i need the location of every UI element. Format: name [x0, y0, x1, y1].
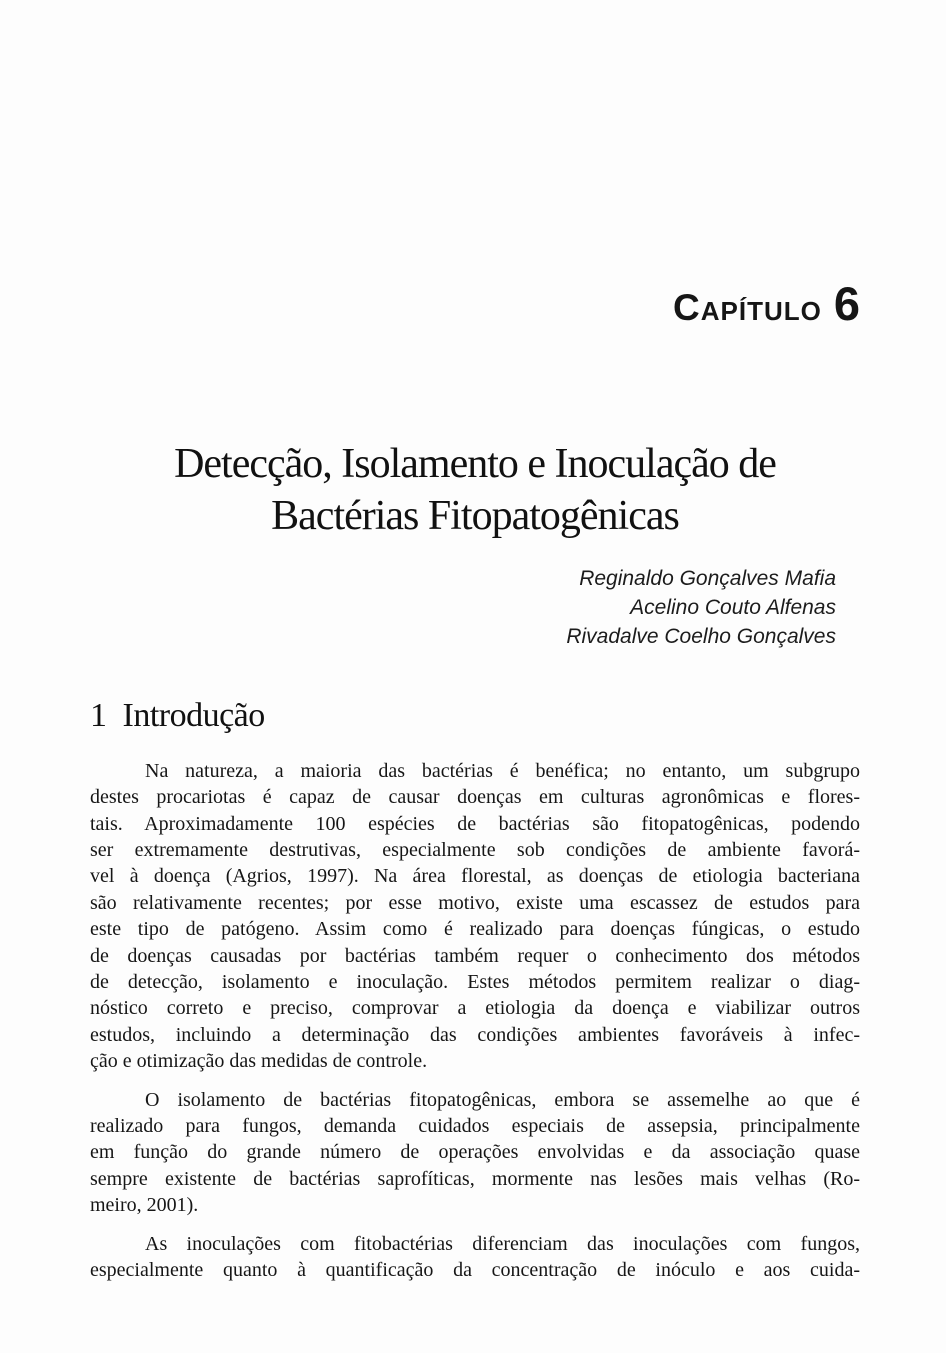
text-line: este tipo de patógeno. Assim como é realizado para doenças fúngicas, o estudo	[90, 918, 860, 941]
text-line: de doenças causadas por bactérias também requer o conhecimento dos métodos	[90, 944, 860, 967]
text-line: realizado para fungos, demanda cuidados especiais de assepsia, principalmente	[90, 1114, 860, 1137]
body-text	[90, 758, 860, 1284]
author-name: Rivadalve Coelho Gonçalves	[566, 624, 836, 648]
text-line: ção e otimização das medidas de controle.	[90, 1050, 428, 1073]
text-line: estudos, incluindo a determinação das condições ambientes favoráveis à infec-	[90, 1023, 860, 1046]
text-line: destes procariotas é capaz de causar doenças em culturas agronômicas e flores-	[90, 786, 860, 809]
chapter-number: 6	[833, 277, 860, 330]
author-name: Reginaldo Gonçalves Mafia	[579, 566, 836, 590]
text-line: vel à doença (Agrios, 1997). Na área florestal, as doenças de etiologia bacteriana	[90, 865, 860, 888]
text-line: tais. Aproximadamente 100 espécies de bactérias são fitopatogênicas, podendo	[90, 812, 860, 835]
chapter-label: Capítulo	[673, 287, 822, 328]
section-title: Introdução	[122, 696, 265, 734]
text-line: ser extremamente destrutivas, especialmente sob condições de ambiente favorá-	[90, 838, 860, 861]
chapter-title-line1: Detecção, Isolamento e Inoculação de	[174, 440, 776, 487]
body-paragraph	[90, 1087, 860, 1219]
text-line: O isolamento de bactérias fitopatogênicas, embora se assemelhe ao que é	[145, 1088, 860, 1111]
text-line: As inoculações com fitobactérias diferenciam das inoculações com fungos,	[145, 1232, 860, 1255]
chapter-title-line2: Bactérias Fitopatogênicas	[271, 492, 679, 539]
author-name: Acelino Couto Alfenas	[630, 595, 836, 619]
text-line: nóstico correto e preciso, comprovar a etiologia da doença e viabilizar outros	[90, 997, 860, 1020]
text-line: sempre existente de bactérias saprofíticas, mormente nas lesões mais velhas (Ro-	[90, 1167, 860, 1190]
body-paragraph	[90, 1231, 860, 1284]
authors-block	[90, 564, 860, 651]
page-content	[0, 278, 946, 1283]
chapter-title	[90, 438, 860, 542]
text-line: de detecção, isolamento e inoculação. Estes métodos permitem realizar o diag-	[90, 970, 860, 993]
text-line: em função do grande número de operações envolvidas e da associação quase	[90, 1141, 860, 1164]
text-line: meiro, 2001).	[90, 1194, 199, 1217]
body-paragraph	[90, 758, 860, 1075]
section-heading	[90, 696, 860, 736]
text-line: especialmente quanto à quantificação da concentração de inóculo e aos cuida-	[90, 1259, 860, 1281]
chapter-heading	[90, 278, 860, 330]
section-number: 1	[90, 696, 107, 734]
text-line: são relativamente recentes; por esse motivo, existe uma escassez de estudos para	[90, 891, 860, 914]
text-line: Na natureza, a maioria das bactérias é benéfica; no entanto, um subgrupo	[145, 759, 860, 782]
